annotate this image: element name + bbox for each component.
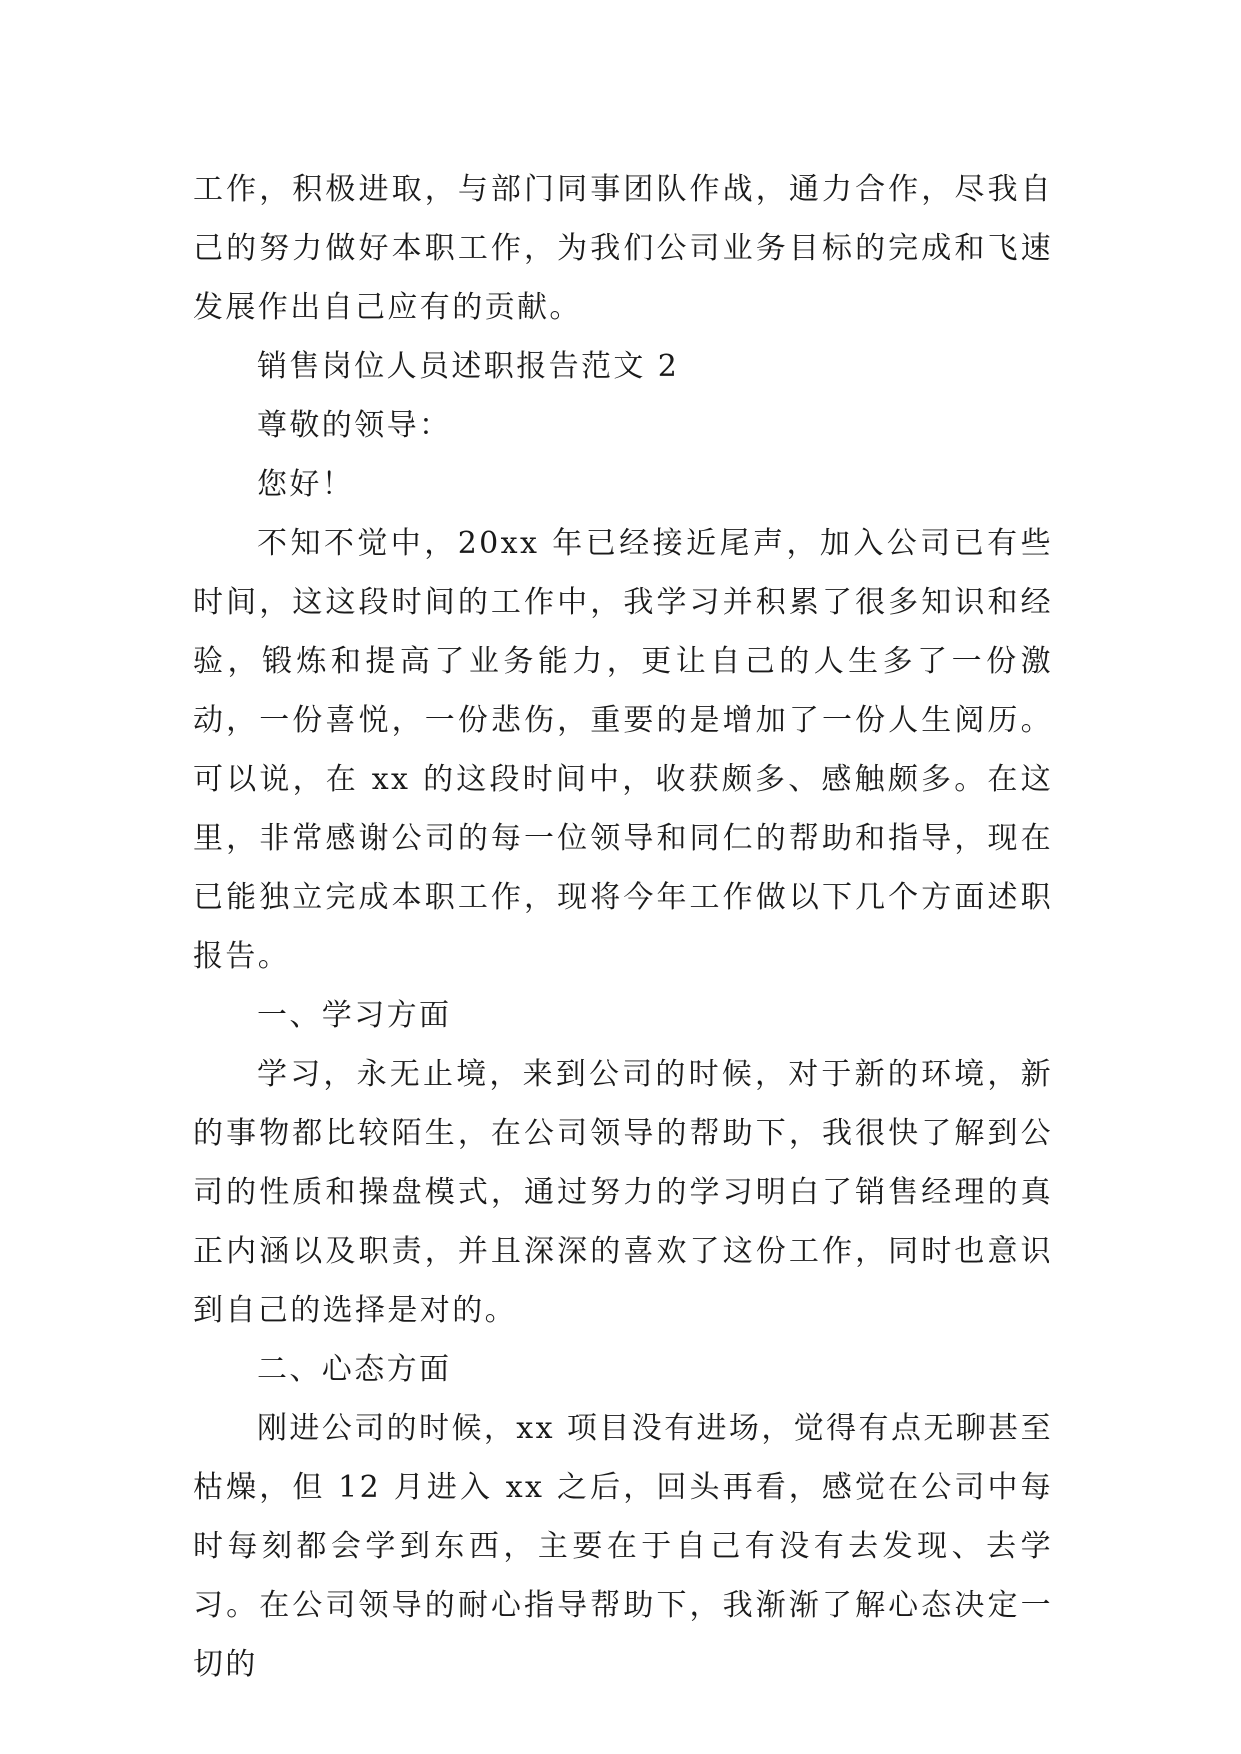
paragraph-attitude: 刚进公司的时候，xx 项目没有进场，觉得有点无聊甚至枯燥，但 12 月进入 xx 之后，回头再看，感觉在公司中每时每刻都会学到东西，主要在于自己有没有去发现、去学习。在公司领导的耐心指导帮助下，我渐渐了解心态决定一切的 [193,1411,1053,1682]
section-heading-attitude: 二、心态方面 [257,1352,452,1387]
document-body [193,160,1053,1694]
document-title: 销售岗位人员述职报告范文 2 [257,349,680,384]
salutation: 尊敬的领导： [257,408,452,443]
section-heading-study: 一、学习方面 [257,998,452,1033]
paragraph-intro: 不知不觉中，20xx 年已经接近尾声，加入公司已有些时间，这这段时间的工作中，我学习并积累了很多知识和经验，锻炼和提高了业务能力，更让自己的人生多了一份激动，一份喜悦，一份悲伤，重要的是增加了一份人生阅历。可以说，在 xx 的这段时间中，收获颇多、感触颇多。在这里，非常感谢公司的每一位领导和同仁的帮助和指导，现在已能独立完成本职工作，现将今年工作做以下几个方面述职报告。 [193,526,1053,974]
paragraph-study: 学习，永无止境，来到公司的时候，对于新的环境，新的事物都比较陌生，在公司领导的帮助下，我很快了解到公司的性质和操盘模式，通过努力的学习明白了销售经理的真正内涵以及职责，并且深深的喜欢了这份工作，同时也意识到自己的选择是对的。 [193,1057,1053,1328]
paragraph-continued: 工作，积极进取，与部门同事团队作战，通力合作，尽我自己的努力做好本职工作，为我们公司业务目标的完成和飞速发展作出自己应有的贡献。 [193,172,1053,325]
greeting: 您好！ [257,467,355,502]
